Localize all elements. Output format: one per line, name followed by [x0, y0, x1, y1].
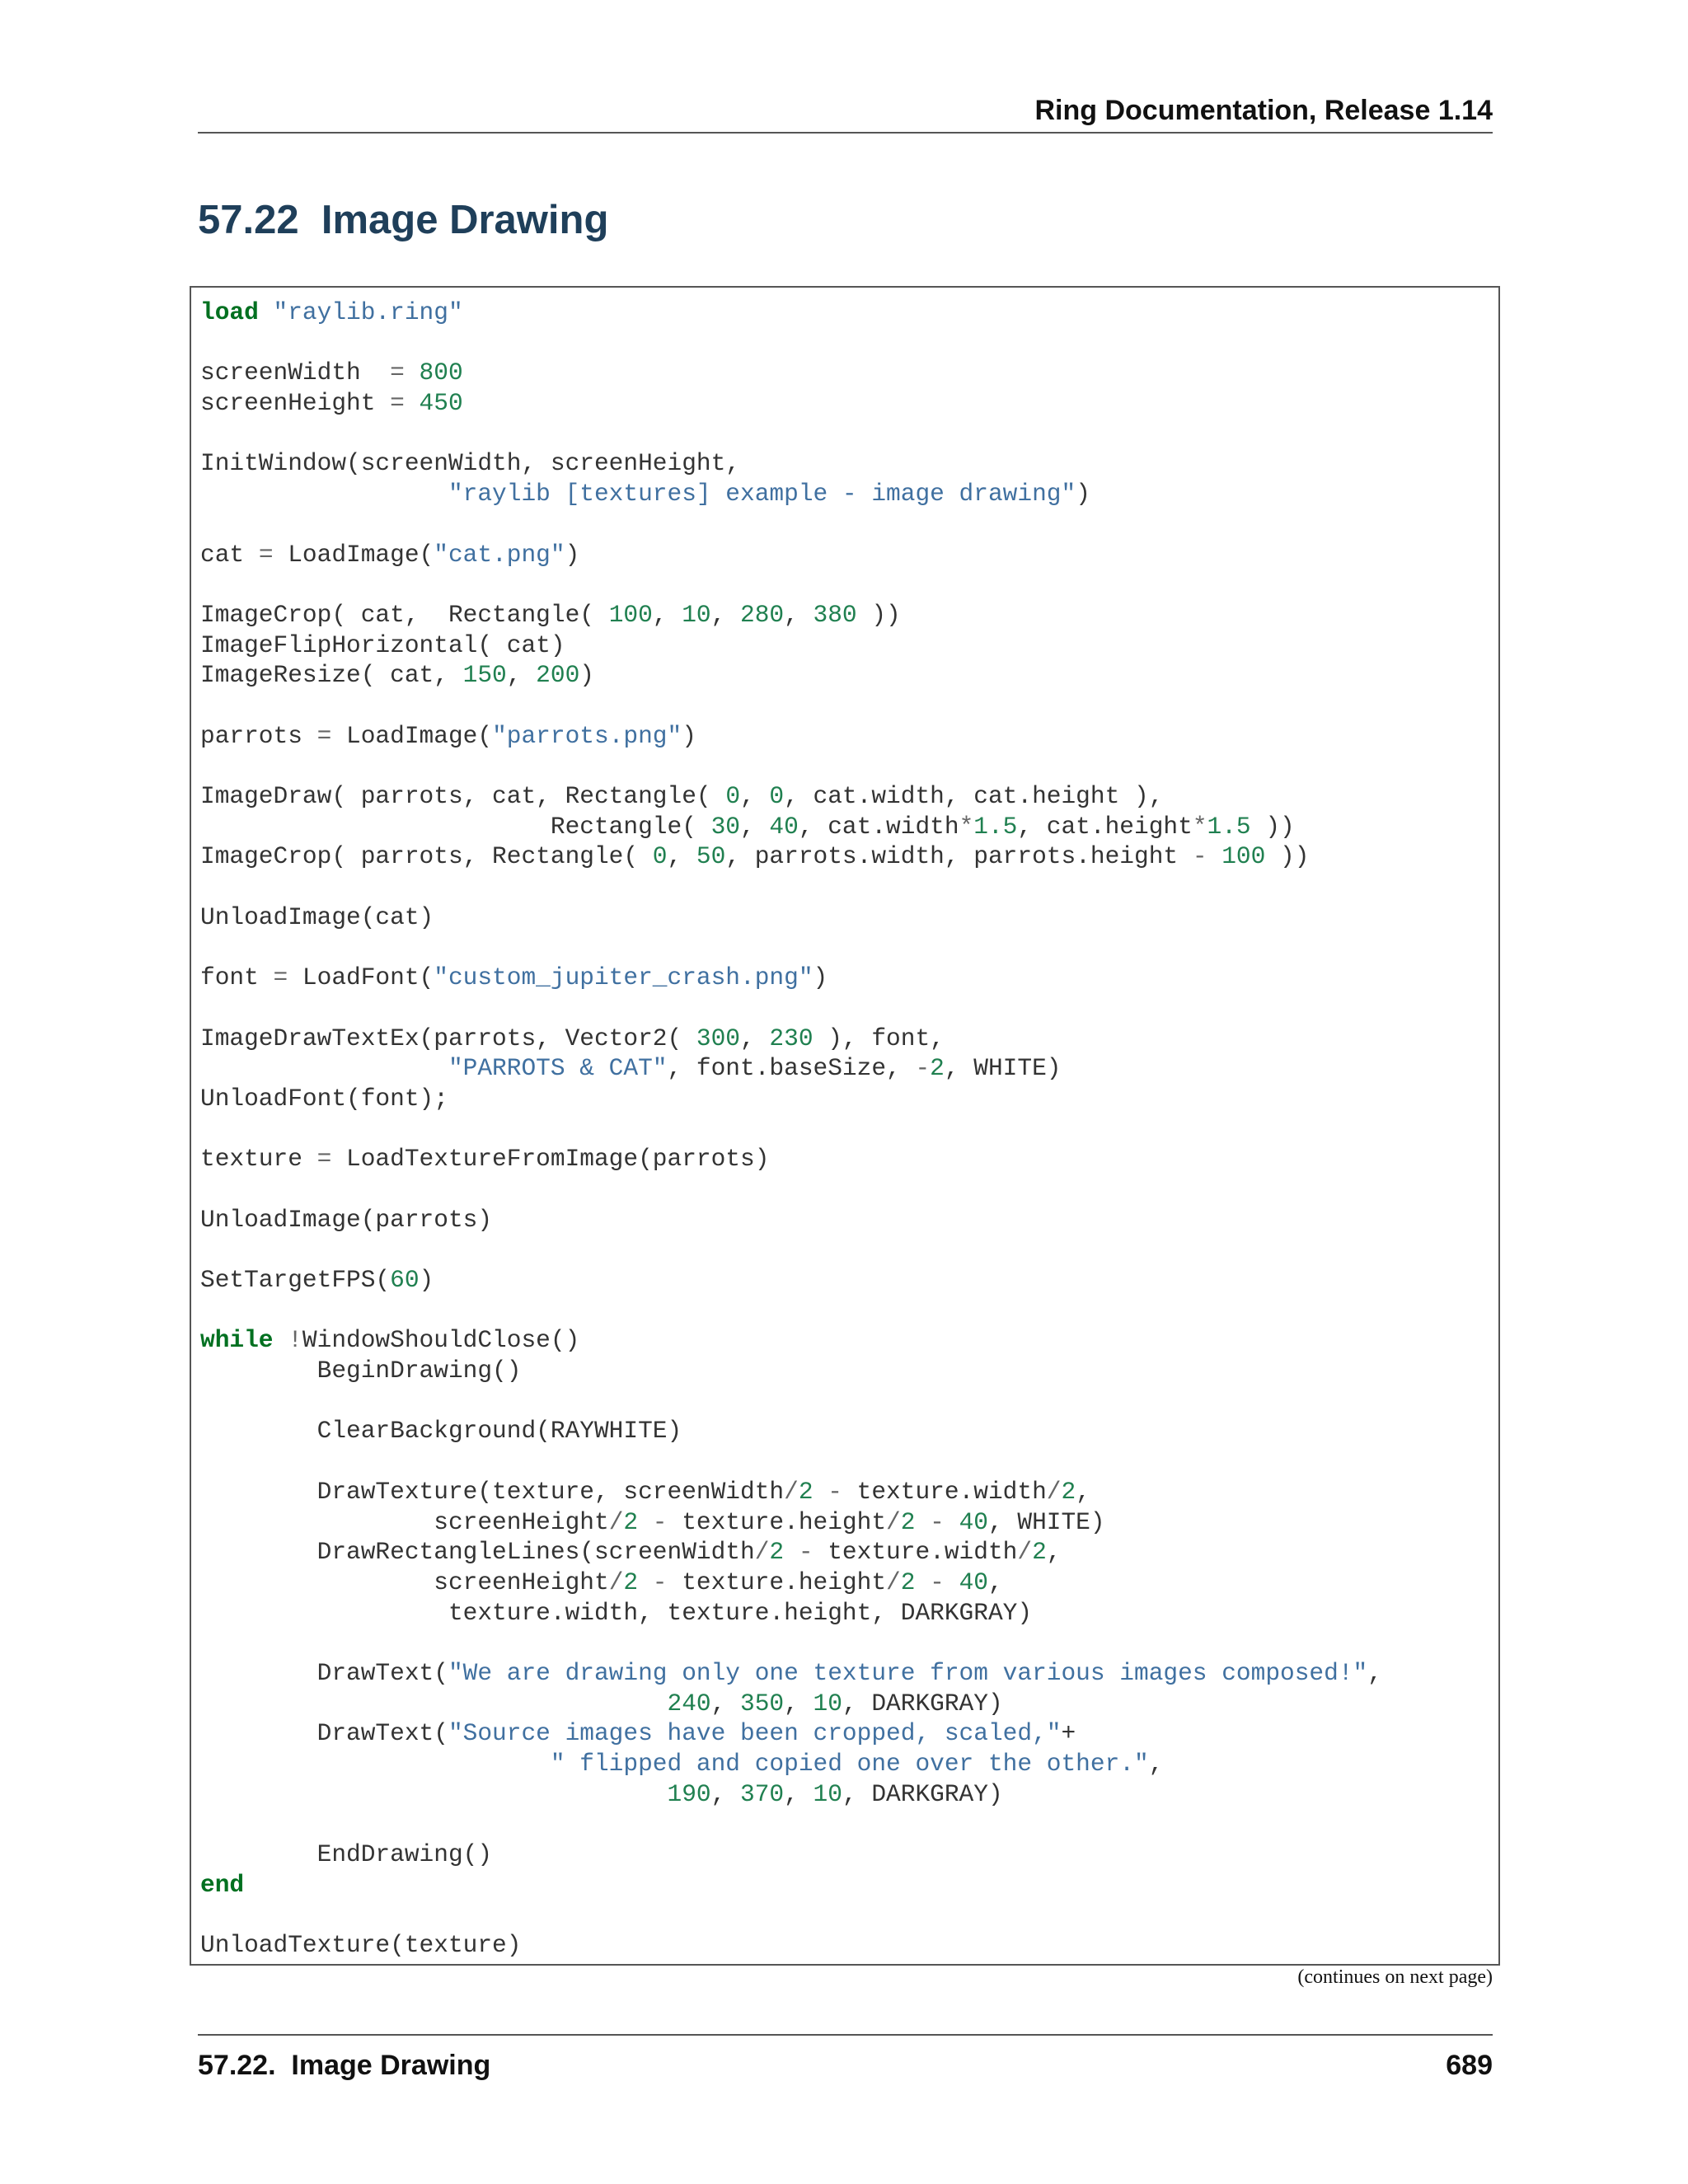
code-token: "parrots.png" — [492, 721, 682, 750]
code-token: 40 — [959, 1507, 988, 1536]
code-token: 230 — [769, 1024, 814, 1052]
code-token: / — [754, 1538, 770, 1567]
code-token: 30 — [710, 812, 741, 841]
code-token: texture — [200, 1145, 317, 1174]
code-token — [200, 480, 448, 508]
code-token: UnloadImage(cat) — [200, 902, 434, 931]
code-line — [200, 1628, 1382, 1658]
code-token: 10 — [813, 1779, 842, 1808]
code-token: 370 — [740, 1779, 785, 1808]
code-token — [200, 1690, 668, 1718]
code-line — [200, 1477, 1382, 1507]
code-token: / — [608, 1568, 624, 1596]
code-line — [200, 448, 1382, 479]
code-token: + — [1061, 1719, 1076, 1748]
code-token: , — [1148, 1750, 1164, 1778]
code-token: 240 — [667, 1689, 711, 1718]
code-listing — [200, 298, 1382, 1961]
code-line — [200, 1870, 1382, 1900]
code-token: , — [1367, 1658, 1382, 1687]
code-token: 150 — [462, 661, 507, 690]
code-token — [915, 1568, 930, 1596]
code-token: screenHeight — [200, 1568, 609, 1596]
code-line — [200, 902, 1382, 933]
code-token: / — [886, 1568, 901, 1596]
code-token: 1.5 — [973, 812, 1018, 841]
code-token: 50 — [696, 842, 726, 871]
code-line — [200, 1809, 1382, 1840]
code-token: - — [652, 1507, 668, 1536]
code-token: - — [915, 1054, 931, 1083]
code-token: ! — [288, 1326, 302, 1355]
code-token: / — [1017, 1538, 1033, 1567]
code-token: 380 — [813, 600, 857, 629]
code-token — [200, 1750, 551, 1778]
code-token: 40 — [769, 812, 799, 841]
code-line — [200, 1749, 1382, 1779]
code-token — [405, 389, 420, 417]
code-token: 2 — [1061, 1477, 1076, 1506]
code-token — [784, 1538, 799, 1566]
code-token: , parrots.width, parrots.height — [725, 842, 1193, 871]
code-token: ImageDrawTextEx(parrots, Vector2( — [200, 1024, 696, 1052]
code-token: 1.5 — [1207, 812, 1251, 841]
code-token: 800 — [419, 359, 463, 387]
code-token: , — [506, 661, 537, 690]
footer-section-label: 57.22. Image Drawing — [198, 2050, 491, 2081]
code-line — [200, 1658, 1382, 1689]
code-token — [814, 1478, 828, 1506]
code-line — [200, 1598, 1382, 1629]
code-token: ) — [813, 963, 828, 992]
code-token: screenHeight — [200, 389, 391, 418]
code-token — [638, 1568, 653, 1596]
code-line — [200, 1537, 1382, 1568]
code-token: , cat.width, cat.height ), — [784, 782, 1164, 810]
code-line — [200, 1053, 1382, 1084]
code-token: texture.width — [813, 1538, 1018, 1567]
code-token: 200 — [536, 661, 580, 690]
code-token: = — [390, 389, 405, 418]
code-token: = — [316, 1145, 332, 1174]
code-token: LoadImage( — [331, 721, 493, 750]
code-line — [200, 419, 1382, 449]
code-token: cat — [200, 540, 259, 569]
code-token: - — [828, 1477, 842, 1506]
code-token: 10 — [813, 1689, 842, 1718]
code-token: 2 — [900, 1568, 916, 1596]
section-title: 57.22 Image Drawing — [198, 198, 609, 242]
code-line — [200, 358, 1382, 388]
code-line — [200, 932, 1382, 963]
code-token: DrawText( — [200, 1719, 448, 1748]
code-token: - — [652, 1568, 668, 1596]
code-token: ) — [682, 721, 696, 750]
code-token: UnloadImage(parrots) — [200, 1205, 493, 1234]
code-token: ImageResize( cat, — [200, 661, 463, 690]
code-token: ) — [1076, 480, 1090, 509]
code-token: , DARKGRAY) — [842, 1779, 1003, 1808]
code-token: = — [258, 540, 274, 569]
code-token: ImageFlipHorizontal( cat) — [200, 630, 565, 659]
code-token: texture.width — [842, 1477, 1047, 1506]
code-token: , — [784, 600, 814, 629]
code-token: screenHeight — [200, 1507, 609, 1536]
code-token: "cat.png" — [434, 540, 565, 569]
code-token: ImageCrop( parrots, Rectangle( — [200, 842, 653, 871]
code-token: UnloadTexture(texture) — [200, 1931, 522, 1960]
code-token: 2 — [623, 1507, 639, 1536]
code-token: 0 — [725, 782, 741, 810]
code-token: - — [798, 1538, 814, 1567]
code-token: - — [930, 1568, 945, 1596]
code-token: , — [710, 600, 741, 629]
code-token: 2 — [798, 1477, 814, 1506]
code-line — [200, 812, 1382, 842]
code-token: , — [740, 812, 770, 841]
code-token: / — [784, 1477, 799, 1506]
code-token: / — [1046, 1477, 1062, 1506]
code-token — [638, 1508, 653, 1536]
page-number: 689 — [1446, 2050, 1493, 2081]
code-token: 190 — [667, 1779, 711, 1808]
code-token: end — [200, 1870, 245, 1899]
code-token: "Source images have been cropped, scaled," — [448, 1719, 1062, 1748]
code-token: , — [740, 782, 770, 810]
code-line — [200, 1024, 1382, 1054]
code-line — [200, 540, 1382, 570]
code-token: Rectangle( — [200, 812, 711, 841]
code-token: LoadFont( — [288, 963, 434, 992]
code-token — [274, 1326, 288, 1354]
code-line — [200, 963, 1382, 993]
code-token: 10 — [682, 600, 711, 629]
code-token: "raylib [textures] example - image drawing" — [448, 480, 1076, 509]
code-token: , cat.height — [1017, 812, 1193, 841]
code-token: , font.baseSize, — [667, 1054, 916, 1083]
code-token: 2 — [623, 1568, 639, 1596]
code-token: 100 — [608, 600, 653, 629]
code-line — [200, 1235, 1382, 1265]
code-line — [200, 751, 1382, 781]
code-token: "PARROTS & CAT" — [448, 1054, 668, 1083]
code-token: 60 — [390, 1266, 420, 1294]
code-line — [200, 1296, 1382, 1326]
code-token: ) — [565, 540, 580, 569]
code-token — [200, 1780, 668, 1808]
code-token: 300 — [696, 1024, 741, 1052]
code-token: 2 — [930, 1054, 945, 1083]
code-token: , — [667, 842, 696, 871]
code-line — [200, 1084, 1382, 1114]
code-line — [200, 1386, 1382, 1417]
code-token: , — [1076, 1477, 1090, 1506]
code-token: , — [710, 1779, 741, 1808]
running-header-title: Ring Documentation, Release 1.14 — [1034, 95, 1493, 126]
code-token: ), font, — [813, 1024, 945, 1052]
page-footer — [198, 2034, 1493, 2083]
code-line — [200, 1930, 1382, 1961]
code-token: ImageCrop( cat, Rectangle( — [200, 600, 609, 629]
code-line — [200, 1325, 1382, 1356]
code-token — [200, 1054, 448, 1082]
code-token: = — [273, 963, 288, 992]
code-token: , DARKGRAY) — [842, 1689, 1003, 1718]
code-line — [200, 993, 1382, 1024]
code-token: , — [740, 1024, 770, 1052]
code-token: , — [1046, 1538, 1062, 1567]
code-token: , — [784, 1689, 814, 1718]
code-token: 100 — [1221, 842, 1266, 871]
code-token: )) — [1265, 842, 1310, 871]
code-token: " flipped and copied one over the other." — [550, 1750, 1149, 1778]
code-token: ImageDraw( parrots, cat, Rectangle( — [200, 782, 726, 810]
code-token: SetTargetFPS( — [200, 1266, 391, 1294]
code-line — [200, 1840, 1382, 1870]
code-token: , WHITE) — [944, 1054, 1062, 1083]
code-line — [200, 600, 1382, 630]
code-token: "raylib.ring" — [273, 298, 463, 326]
code-line — [200, 1114, 1382, 1145]
code-token: , — [710, 1689, 741, 1718]
code-line — [200, 479, 1382, 509]
code-line — [200, 781, 1382, 812]
code-token: )) — [856, 600, 901, 629]
code-token — [1207, 842, 1222, 870]
code-token: * — [959, 812, 974, 841]
code-line — [200, 841, 1382, 872]
code-token — [259, 298, 274, 326]
code-line — [200, 328, 1382, 359]
code-line — [200, 1356, 1382, 1386]
code-token: * — [1192, 812, 1207, 841]
code-token: EndDrawing() — [200, 1840, 493, 1869]
code-token: parrots — [200, 721, 317, 750]
code-token: 0 — [769, 782, 785, 810]
code-token: / — [608, 1507, 624, 1536]
code-token: font — [200, 963, 274, 992]
code-line — [200, 1568, 1382, 1598]
code-line — [200, 388, 1382, 419]
code-token: ) — [419, 1266, 434, 1294]
code-token — [945, 1568, 959, 1596]
code-line — [200, 721, 1382, 752]
code-line — [200, 1779, 1382, 1810]
code-token: 450 — [419, 389, 463, 418]
code-token: = — [316, 721, 332, 750]
code-token: , — [784, 1779, 814, 1808]
code-token: ClearBackground(RAYWHITE) — [200, 1417, 682, 1446]
code-token: screenWidth — [200, 359, 391, 387]
code-token: LoadTextureFromImage(parrots) — [331, 1145, 770, 1174]
code-token: DrawText( — [200, 1658, 448, 1687]
code-line — [200, 509, 1382, 540]
code-token: - — [1192, 842, 1207, 871]
running-header — [198, 92, 1493, 134]
code-token: "We are drawing only one texture from various images composed!" — [448, 1658, 1368, 1687]
code-token: while — [200, 1326, 274, 1355]
code-token — [405, 359, 420, 387]
code-line — [200, 1507, 1382, 1538]
code-line — [200, 1689, 1382, 1719]
code-token: texture.width, texture.height, DARKGRAY) — [200, 1598, 1033, 1627]
code-token: = — [390, 359, 405, 387]
code-line — [200, 660, 1382, 691]
code-token: 2 — [1032, 1538, 1047, 1567]
code-token: ) — [579, 661, 594, 690]
code-token — [945, 1508, 959, 1536]
code-token: / — [886, 1507, 901, 1536]
code-token: 2 — [900, 1507, 916, 1536]
code-token: DrawRectangleLines(screenWidth — [200, 1538, 755, 1567]
code-line — [200, 1144, 1382, 1174]
code-line — [200, 691, 1382, 721]
code-token: , WHITE) — [987, 1507, 1105, 1536]
code-token — [915, 1508, 930, 1536]
code-token: , cat.width — [798, 812, 959, 841]
code-line — [200, 1265, 1382, 1296]
code-token: UnloadFont(font); — [200, 1084, 448, 1113]
code-line — [200, 630, 1382, 661]
code-token: WindowShouldClose() — [302, 1326, 580, 1355]
code-line — [200, 1446, 1382, 1477]
continues-note: (continues on next page) — [1297, 1966, 1493, 1988]
code-token: 2 — [769, 1538, 785, 1567]
code-token: InitWindow(screenWidth, screenHeight, — [200, 449, 741, 478]
code-token: texture.height — [667, 1507, 887, 1536]
code-token: 350 — [740, 1689, 785, 1718]
code-line — [200, 1900, 1382, 1930]
code-token: load — [200, 298, 259, 326]
code-token: "custom_jupiter_crash.png" — [434, 963, 814, 992]
code-token: 280 — [740, 600, 785, 629]
code-token: texture.height — [667, 1568, 887, 1596]
code-token: - — [930, 1507, 945, 1536]
code-token: , — [987, 1568, 1003, 1596]
code-token: )) — [1250, 812, 1295, 841]
code-line — [200, 1416, 1382, 1446]
code-token: 0 — [652, 842, 668, 871]
code-line — [200, 872, 1382, 902]
code-token: , — [652, 600, 682, 629]
code-token: 40 — [959, 1568, 988, 1596]
code-line — [200, 1205, 1382, 1235]
code-line — [200, 1174, 1382, 1205]
code-token: BeginDrawing() — [200, 1357, 522, 1385]
code-token: LoadImage( — [273, 540, 434, 569]
code-line — [200, 569, 1382, 600]
code-token: DrawTexture(texture, screenWidth — [200, 1477, 785, 1506]
code-line — [200, 1718, 1382, 1749]
code-line — [200, 298, 1382, 328]
code-block — [190, 286, 1500, 1966]
